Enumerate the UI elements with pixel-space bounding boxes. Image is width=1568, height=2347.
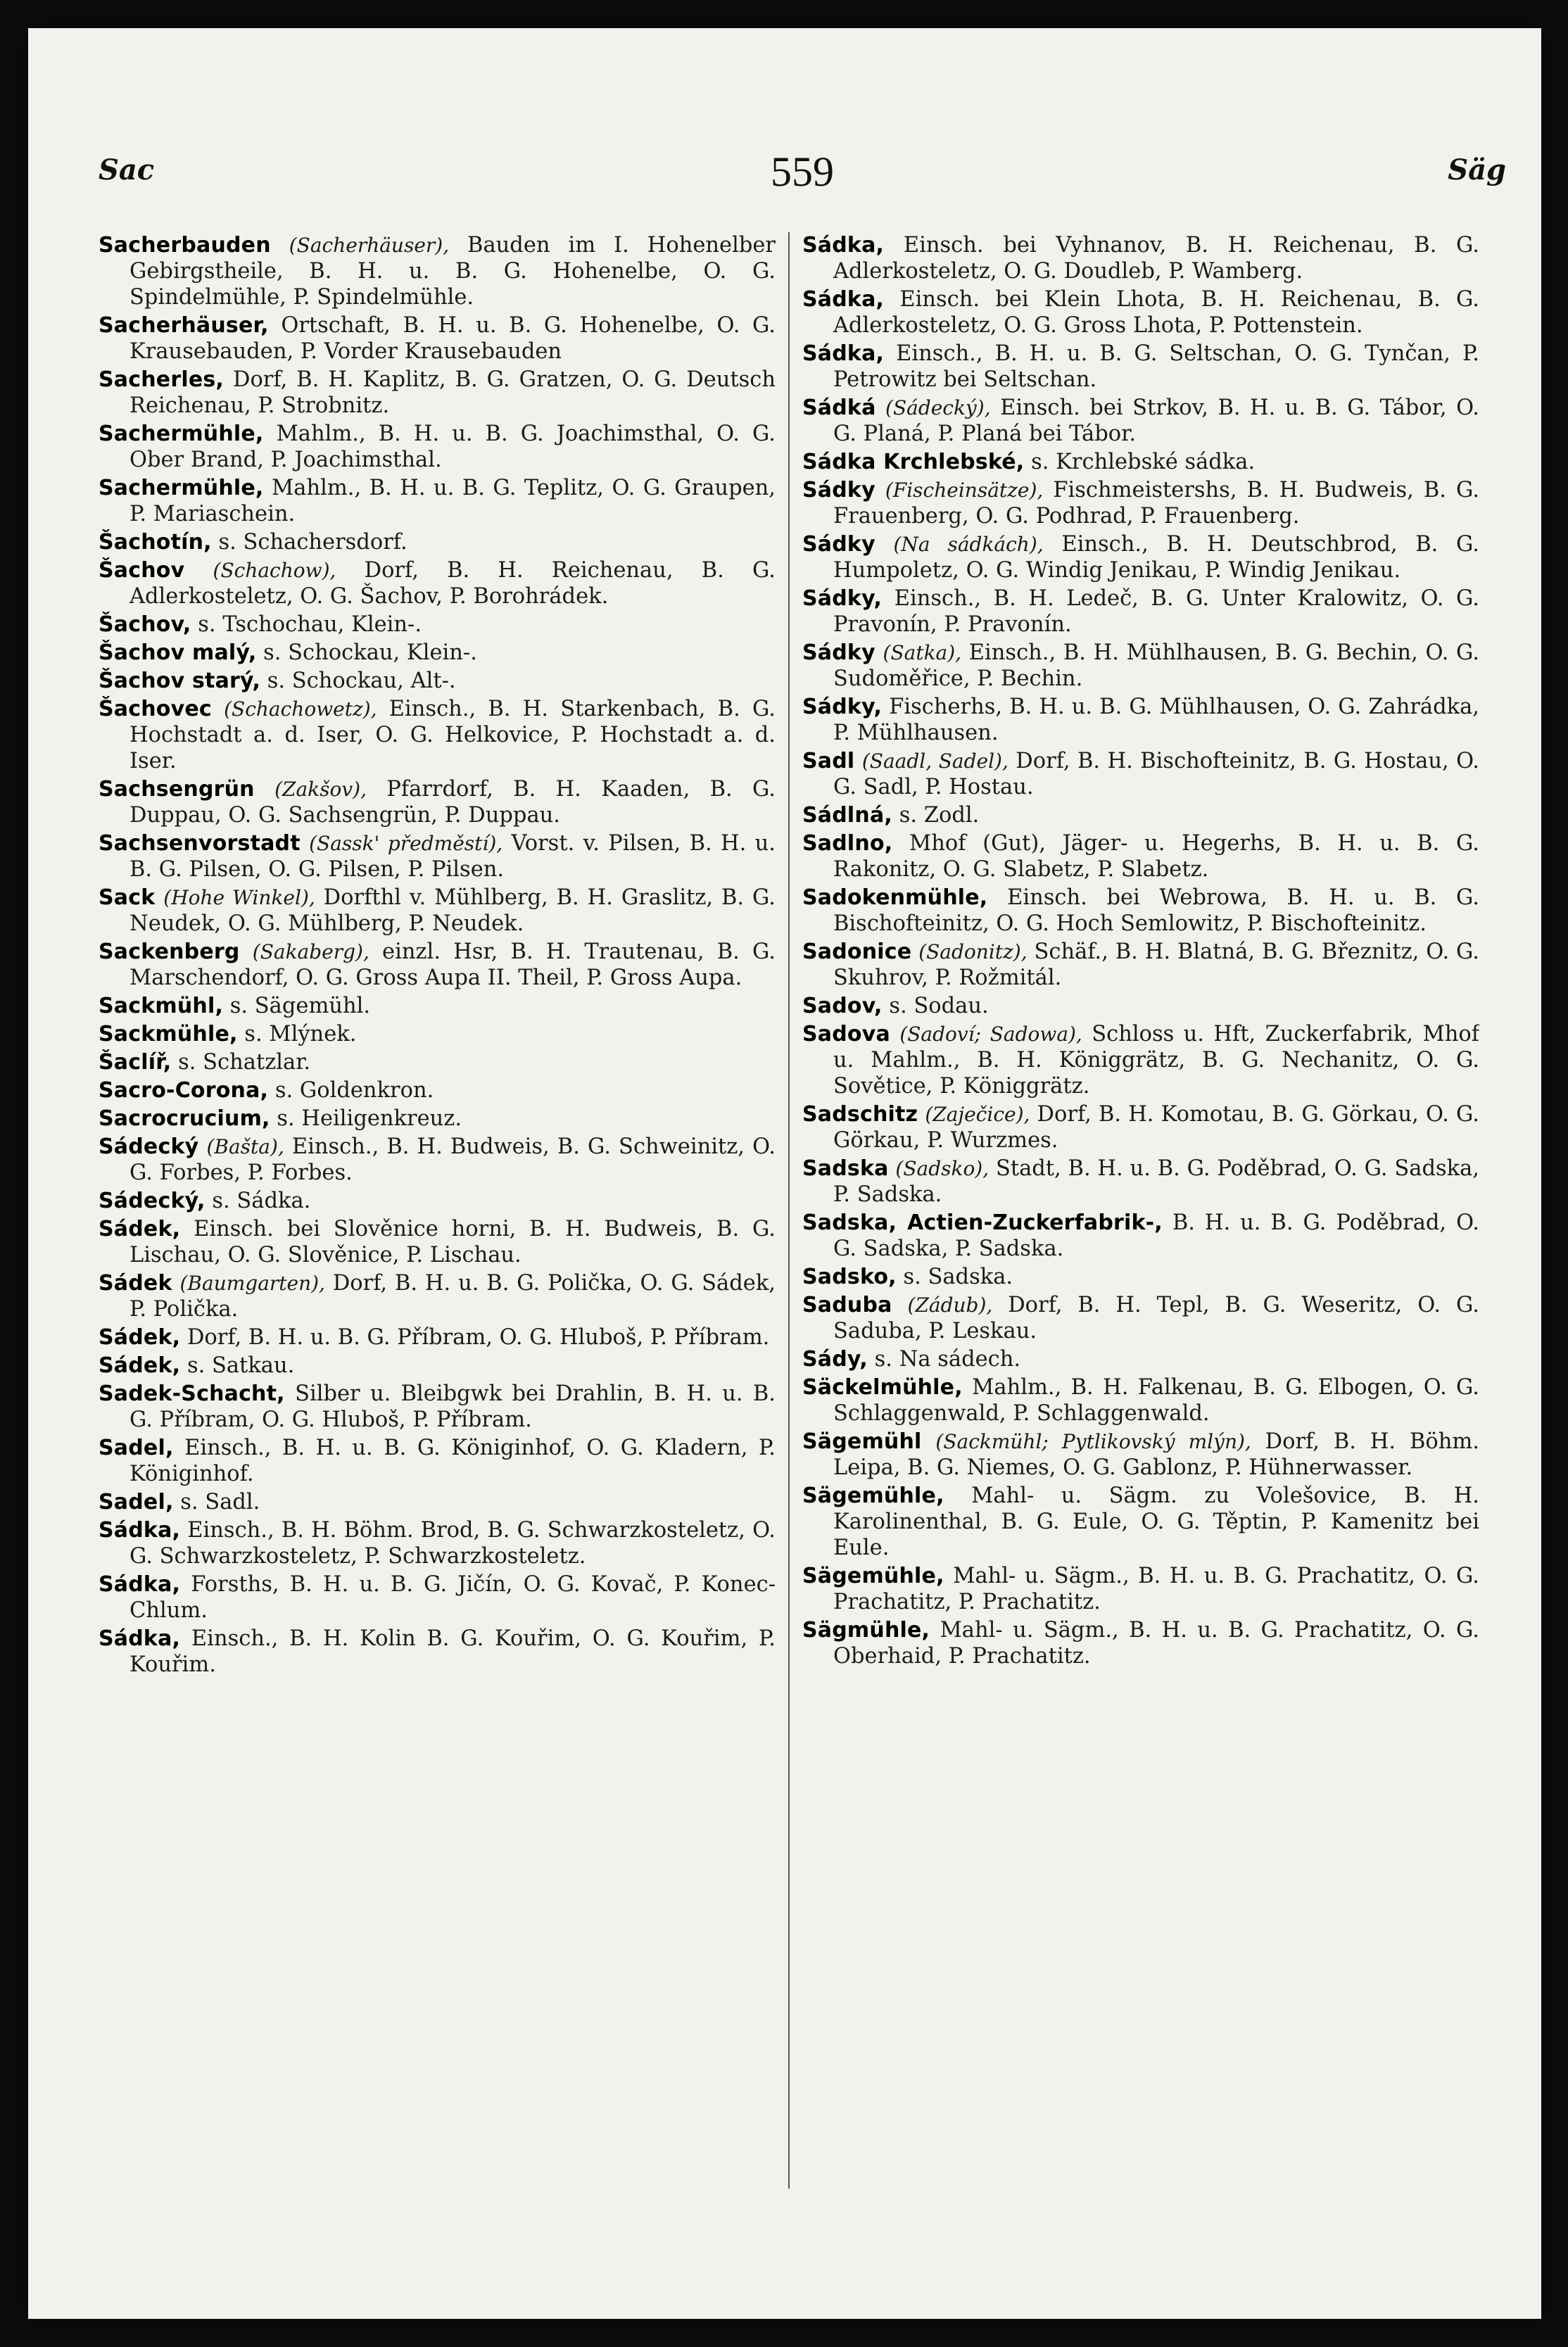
gazetteer-entry — [99, 885, 776, 937]
entry-headword: Sadel, — [99, 1490, 174, 1514]
entry-text: Dorf, B. H. Kaplitz, B. G. Gratzen, O. G. Deutsch Reichenau, P. Strobnitz. — [129, 367, 776, 418]
gazetteer-entry — [99, 1021, 776, 1047]
entry-text: Dorf, B. H. Böhm. Leipa, B. G. Niemes, O. G. Gablonz, P. Hühnerwasser. — [833, 1429, 1479, 1480]
entry-headword: Sadschitz — [802, 1102, 918, 1127]
gazetteer-entry — [802, 1563, 1479, 1615]
entry-headword: Sacro-Corona, — [99, 1078, 269, 1103]
gazetteer-entry — [99, 557, 776, 609]
entry-headword: Sägemühl — [802, 1429, 922, 1454]
entry-text: s. Heiligenkreuz. — [277, 1106, 462, 1131]
dictionary-page — [28, 28, 1541, 2319]
entry-text: Einsch. bei Slověnice horni, B. H. Budweis, B. G. Lischau, O. G. Slověnice, P. Lischau. — [129, 1217, 776, 1267]
entry-text: Einsch., B. H. Kolin B. G. Kouřim, O. G. Kouřim, P. Kouřim. — [129, 1626, 776, 1677]
gazetteer-entry — [802, 1021, 1479, 1099]
entry-headword: Säckelmühle, — [802, 1375, 963, 1400]
running-head-left: Sac — [99, 153, 155, 186]
gazetteer-entry — [802, 802, 1479, 828]
entry-text: Einsch. bei Webrowa, B. H. u. B. G. Bischofteinitz, O. G. Hoch Semlowitz, P. Bischofteinitz. — [833, 885, 1479, 936]
entry-text: s. Schockau, Alt-. — [267, 669, 456, 693]
entry-headword: Sádecký — [99, 1134, 199, 1159]
entry-text: Einsch., B. H. u. B. G. Königinhof, O. G. Kladern, P. Königinhof. — [129, 1436, 776, 1486]
gazetteer-entry — [802, 1483, 1479, 1561]
entry-text: Mhof (Gut), Jäger- u. Hegerhs, B. H. u. B. G. Rakonitz, O. G. Slabetz, P. Slabetz. — [833, 831, 1479, 882]
column-divider — [788, 232, 790, 2189]
gazetteer-entry — [802, 830, 1479, 883]
gazetteer-entry — [802, 993, 1479, 1019]
entry-headword: Sacherhäuser, — [99, 313, 269, 338]
entry-text: Pfarrdorf, B. H. Kaaden, B. G. Duppau, O. G. Sachsengrün, P. Duppau. — [129, 777, 776, 828]
entry-text: Dorf, B. H. Komotau, B. G. Görkau, O. G. Görkau, P. Wurzmes. — [833, 1102, 1479, 1153]
entry-text: Mahl- u. Sägm. zu Volešovice, B. H. Karolinenthal, B. G. Eule, O. G. Těptin, P. Kamenitz bei Eule. — [833, 1484, 1479, 1560]
entry-headword: Sachermühle, — [99, 422, 264, 446]
gazetteer-entry — [99, 1353, 776, 1379]
gazetteer-entry — [99, 1077, 776, 1103]
gazetteer-entry — [99, 830, 776, 883]
entry-text: Einsch. bei Strkov, B. H. u. B. G. Tábor, O. G. Planá, P. Planá bei Tábor. — [833, 396, 1479, 446]
entry-headword: Šaclíř, — [99, 1050, 172, 1075]
entry-text: Vorst. v. Pilsen, B. H. u. B. G. Pilsen, O. G. Pilsen, P. Pilsen. — [129, 831, 776, 882]
entry-headword: Šachov, — [99, 612, 191, 637]
page-number: 559 — [771, 148, 834, 195]
entry-text: Ortschaft, B. H. u. B. G. Hohenelbe, O. G. Krausebauden, P. Vorder Krausebauden — [129, 313, 776, 364]
gazetteer-entry — [802, 1429, 1479, 1481]
entry-alternate-name: (Sacherhäuser), — [289, 234, 450, 257]
gazetteer-entry — [802, 531, 1479, 583]
gazetteer-entry — [99, 1134, 776, 1186]
entry-headword: Sackenberg — [99, 940, 240, 964]
entry-text: s. Mlýnek. — [244, 1022, 357, 1046]
entry-headword: Sadska, Actien-Zuckerfabrik-, — [802, 1210, 1163, 1235]
entry-alternate-name: (Sadonitz), — [918, 940, 1028, 963]
gazetteer-entry — [99, 1571, 776, 1624]
entry-headword: Šachov malý, — [99, 640, 257, 665]
gazetteer-entry — [99, 668, 776, 694]
gazetteer-entry — [99, 1106, 776, 1132]
running-head-right: Säg — [1448, 153, 1506, 186]
entry-text: Mahl- u. Sägm., B. H. u. B. G. Prachatitz, O. G. Prachatitz, P. Prachatitz. — [833, 1564, 1479, 1614]
gazetteer-entry — [802, 640, 1479, 692]
entry-alternate-name: (Sadsko), — [895, 1157, 990, 1180]
gazetteer-entry — [99, 1517, 776, 1569]
entry-text: Einsch. bei Klein Lhota, B. H. Reichenau, B. G. Adlerkosteletz, O. G. Gross Lhota, P. Pottenstein. — [833, 287, 1479, 338]
entry-headword: Sádka, — [99, 1572, 181, 1597]
entry-headword: Šachov — [99, 558, 185, 583]
entry-headword: Sadokenmühle, — [802, 885, 988, 910]
entry-alternate-name: (Zaječice), — [925, 1103, 1030, 1126]
entry-text: Schäf., B. H. Blatná, B. G. Březnitz, O. G. Skuhrov, P. Rožmitál. — [833, 940, 1479, 990]
entry-headword: Sádky — [802, 532, 875, 557]
entry-text: Dorf, B. H. u. B. G. Příbram, O. G. Hluboš, P. Příbram. — [186, 1325, 770, 1350]
gazetteer-entry — [99, 1381, 776, 1433]
entry-alternate-name: (Baumgarten), — [179, 1272, 325, 1295]
gazetteer-entry — [99, 1188, 776, 1214]
entry-text: s. Schachersdorf. — [218, 530, 407, 555]
gazetteer-entry — [99, 1049, 776, 1075]
entry-headword: Sadova — [802, 1022, 890, 1046]
entry-text: Dorf, B. H. Bischofteinitz, B. G. Hostau, O. G. Sadl, P. Hostau. — [833, 749, 1479, 799]
entry-text: Fischmeistershs, B. H. Budweis, B. G. Frauenberg, O. G. Podhrad, P. Frauenberg. — [833, 478, 1479, 529]
entry-text: s. Goldenkron. — [274, 1078, 434, 1103]
gazetteer-entry — [802, 939, 1479, 991]
gazetteer-entry — [99, 1435, 776, 1487]
entry-headword: Sádky — [802, 478, 875, 502]
entry-columns — [99, 232, 1506, 2189]
entry-text: Mahlm., B. H. Falkenau, B. G. Elbogen, O. G. Schlaggenwald, P. Schlaggenwald. — [833, 1375, 1479, 1426]
entry-headword: Sachermühle, — [99, 476, 264, 500]
gazetteer-entry — [99, 612, 776, 638]
entry-headword: Sadek-Schacht, — [99, 1381, 285, 1406]
left-column — [99, 232, 776, 2189]
gazetteer-entry — [802, 586, 1479, 638]
entry-text: s. Sägemühl. — [229, 994, 371, 1018]
entry-headword: Sackmühl, — [99, 994, 224, 1018]
gazetteer-entry — [99, 312, 776, 365]
entry-text: Einsch. bei Vyhnanov, B. H. Reichenau, B. G. Adlerkosteletz, O. G. Doudleb, P. Wamberg. — [833, 233, 1479, 284]
page-header — [99, 148, 1506, 204]
entry-headword: Sádek, — [99, 1325, 181, 1350]
gazetteer-entry — [802, 449, 1479, 475]
gazetteer-entry — [99, 529, 776, 555]
entry-headword: Sády, — [802, 1347, 868, 1372]
entry-headword: Sadlno, — [802, 831, 893, 856]
entry-text: s. Sadska. — [903, 1265, 1013, 1289]
entry-alternate-name: (Zádub), — [907, 1293, 993, 1317]
entry-text: Einsch., B. H. Starkenbach, B. G. Hochstadt a. d. Iser, O. G. Helkovice, P. Hochstadt a. d. Iser. — [129, 697, 776, 773]
entry-headword: Sádek — [99, 1271, 172, 1296]
entry-headword: Sachsengrün — [99, 777, 255, 802]
entry-headword: Sádka, — [802, 341, 885, 366]
entry-alternate-name: (Schachowetz), — [224, 697, 377, 721]
gazetteer-entry — [802, 1346, 1479, 1372]
entry-alternate-name: (Saadl, Sadel), — [861, 749, 1009, 773]
entry-text: einzl. Hsr, B. H. Trautenau, B. G. Marschendorf, O. G. Gross Aupa II. Theil, P. Gross Aupa. — [129, 940, 776, 990]
gazetteer-entry — [802, 232, 1479, 284]
entry-headword: Sádecký, — [99, 1189, 206, 1213]
gazetteer-entry — [99, 1216, 776, 1268]
gazetteer-entry — [99, 939, 776, 991]
entry-headword: Sádky, — [802, 586, 883, 611]
gazetteer-entry — [99, 993, 776, 1019]
entry-headword: Sádlná, — [802, 803, 893, 828]
entry-text: Mahl- u. Sägm., B. H. u. B. G. Prachatitz, O. G. Oberhaid, P. Prachatitz. — [833, 1618, 1479, 1669]
entry-headword: Sägemühle, — [802, 1564, 944, 1588]
entry-alternate-name: (Schachow), — [213, 559, 336, 582]
entry-text: Forsths, B. H. u. B. G. Jičín, O. G. Kovač, P. Konec-Chlum. — [129, 1572, 776, 1623]
entry-alternate-name: (Sádecký), — [885, 396, 991, 419]
gazetteer-entry — [802, 885, 1479, 937]
entry-alternate-name: (Sakaberg), — [252, 940, 369, 963]
entry-text: B. H. u. B. G. Poděbrad, O. G. Sadska, P. Sadska. — [833, 1210, 1479, 1261]
entry-text: Bauden im I. Hohenelber Gebirgstheile, B. H. u. B. G. Hohenelbe, O. G. Spindelmühle, P. Spindelmühle. — [129, 233, 776, 310]
gazetteer-entry — [802, 1617, 1479, 1669]
entry-headword: Sadel, — [99, 1436, 174, 1460]
entry-alternate-name: (Sassk' předměstí), — [309, 832, 503, 855]
gazetteer-entry — [99, 475, 776, 527]
entry-headword: Sack — [99, 885, 156, 910]
gazetteer-entry — [99, 1270, 776, 1322]
entry-alternate-name: (Bašta), — [206, 1135, 284, 1158]
entry-text: s. Sádka. — [212, 1189, 311, 1213]
entry-text: Einsch., B. H. Mühlhausen, B. G. Bechin, O. G. Sudoměřice, P. Bechin. — [833, 640, 1479, 691]
gazetteer-entry — [99, 367, 776, 419]
entry-headword: Šachov starý, — [99, 669, 261, 693]
entry-text: Mahlm., B. H. u. B. G. Teplitz, O. G. Graupen, P. Mariaschein. — [129, 476, 776, 526]
entry-text: Silber u. Bleibgwk bei Drahlin, B. H. u. B. G. Příbram, O. G. Hluboš, P. Příbram. — [129, 1381, 776, 1432]
entry-headword: Sádek, — [99, 1353, 181, 1378]
entry-text: Einsch., B. H. Böhm. Brod, B. G. Schwarzkosteletz, O. G. Schwarzkosteletz, P. Schwarzkosteletz. — [129, 1518, 776, 1569]
entry-text: s. Satkau. — [186, 1353, 295, 1378]
gazetteer-entry — [802, 1264, 1479, 1290]
entry-headword: Sadov, — [802, 994, 883, 1018]
entry-text: Dorfthl v. Mühlberg, B. H. Graslitz, B. G. Neudek, O. G. Mühlberg, P. Neudek. — [129, 885, 776, 936]
entry-alternate-name: (Na sádkách), — [893, 533, 1044, 556]
entry-alternate-name: (Zakšov), — [274, 778, 367, 801]
entry-headword: Sadsko, — [802, 1265, 897, 1289]
entry-text: Stadt, B. H. u. B. G. Poděbrad, O. G. Sadska, P. Sadska. — [833, 1156, 1479, 1207]
entry-headword: Sacherbauden — [99, 233, 271, 258]
entry-alternate-name: (Sadoví; Sadowa), — [899, 1023, 1082, 1046]
entry-text: Fischerhs, B. H. u. B. G. Mühlhausen, O. G. Zahrádka, P. Mühlhausen. — [833, 695, 1479, 745]
entry-headword: Sádka, — [99, 1626, 181, 1651]
gazetteer-entry — [802, 1101, 1479, 1153]
entry-text: Schloss u. Hft, Zuckerfabrik, Mhof u. Mahlm., B. H. Königgrätz, B. G. Nechanitz, O. G. Sovětice, P. Königgrätz. — [833, 1022, 1479, 1099]
gazetteer-entry — [802, 694, 1479, 746]
gazetteer-entry — [802, 1210, 1479, 1262]
entry-headword: Šachovec — [99, 697, 212, 721]
entry-alternate-name: (Fischeinsätze), — [885, 479, 1044, 502]
entry-headword: Šachotín, — [99, 530, 212, 555]
entry-headword: Sacrocrucium, — [99, 1106, 270, 1131]
entry-text: Einsch., B. H. u. B. G. Seltschan, O. G. Tynčan, P. Petrowitz bei Seltschan. — [833, 341, 1479, 392]
entry-headword: Saduba — [802, 1293, 892, 1317]
gazetteer-entry — [802, 477, 1479, 529]
gazetteer-entry — [99, 421, 776, 473]
entry-headword: Sadska — [802, 1156, 889, 1181]
entry-alternate-name: (Satka), — [883, 641, 962, 664]
entry-headword: Sadl — [802, 749, 855, 773]
entry-text: s. Schatzlar. — [178, 1050, 311, 1075]
entry-alternate-name: (Hohe Winkel), — [163, 886, 315, 909]
gazetteer-entry — [802, 1292, 1479, 1344]
entry-headword: Sägemühle, — [802, 1484, 944, 1508]
entry-text: Einsch., B. H. Budweis, B. G. Schweinitz, O. G. Forbes, P. Forbes. — [129, 1134, 776, 1185]
entry-text: Einsch., B. H. Ledeč, B. G. Unter Kralowitz, O. G. Pravonín, P. Pravonín. — [833, 586, 1479, 637]
entry-headword: Sádky — [802, 640, 875, 665]
entry-text: s. Schockau, Klein-. — [263, 640, 477, 665]
entry-headword: Sachsenvorstadt — [99, 831, 301, 856]
entry-headword: Sägmühle, — [802, 1618, 930, 1643]
gazetteer-entry — [802, 395, 1479, 447]
gazetteer-entry — [802, 748, 1479, 800]
entry-headword: Sacherles, — [99, 367, 225, 392]
entry-text: s. Na sádech. — [874, 1347, 1021, 1372]
entry-text: s. Tschochau, Klein-. — [198, 612, 422, 637]
entry-text: Einsch., B. H. Deutschbrod, B. G. Humpoletz, O. G. Windig Jenikau, P. Windig Jenikau. — [833, 532, 1479, 583]
gazetteer-entry — [802, 1374, 1479, 1426]
gazetteer-entry — [802, 1156, 1479, 1208]
entry-text: Dorf, B. H. Reichenau, B. G. Adlerkosteletz, O. G. Šachov, P. Borohrádek. — [129, 558, 776, 609]
gazetteer-entry — [99, 1324, 776, 1350]
entry-text: s. Sodau. — [889, 994, 989, 1018]
entry-headword: Sádka Krchlebské, — [802, 450, 1025, 474]
right-column — [802, 232, 1479, 2189]
gazetteer-entry — [99, 776, 776, 828]
entry-headword: Sádka, — [802, 287, 885, 312]
entry-headword: Sádek, — [99, 1217, 181, 1241]
entry-headword: Sádká — [802, 396, 876, 420]
gazetteer-entry — [99, 1626, 776, 1678]
entry-alternate-name: (Sackmühl; Pytlikovský mlýn), — [935, 1430, 1251, 1453]
entry-headword: Sadonice — [802, 940, 912, 964]
entry-text: s. Sadl. — [180, 1490, 260, 1514]
entry-headword: Sádky, — [802, 695, 883, 719]
gazetteer-entry — [99, 696, 776, 774]
entry-text: s. Krchlebské sádka. — [1031, 450, 1256, 474]
entry-headword: Sádka, — [99, 1518, 181, 1543]
gazetteer-entry — [99, 1489, 776, 1515]
entry-headword: Sádka, — [802, 233, 885, 258]
entry-text: Mahlm., B. H. u. B. G. Joachimsthal, O. G. Ober Brand, P. Joachimsthal. — [129, 422, 776, 472]
entry-text: s. Zodl. — [899, 803, 980, 828]
entry-headword: Sackmühle, — [99, 1022, 238, 1046]
entry-text: Dorf, B. H. Tepl, B. G. Weseritz, O. G. Saduba, P. Leskau. — [833, 1293, 1479, 1343]
gazetteer-entry — [99, 640, 776, 666]
gazetteer-entry — [99, 232, 776, 310]
gazetteer-entry — [802, 341, 1479, 393]
entry-text: Dorf, B. H. u. B. G. Polička, O. G. Sádek, P. Polička. — [129, 1271, 776, 1322]
gazetteer-entry — [802, 286, 1479, 339]
